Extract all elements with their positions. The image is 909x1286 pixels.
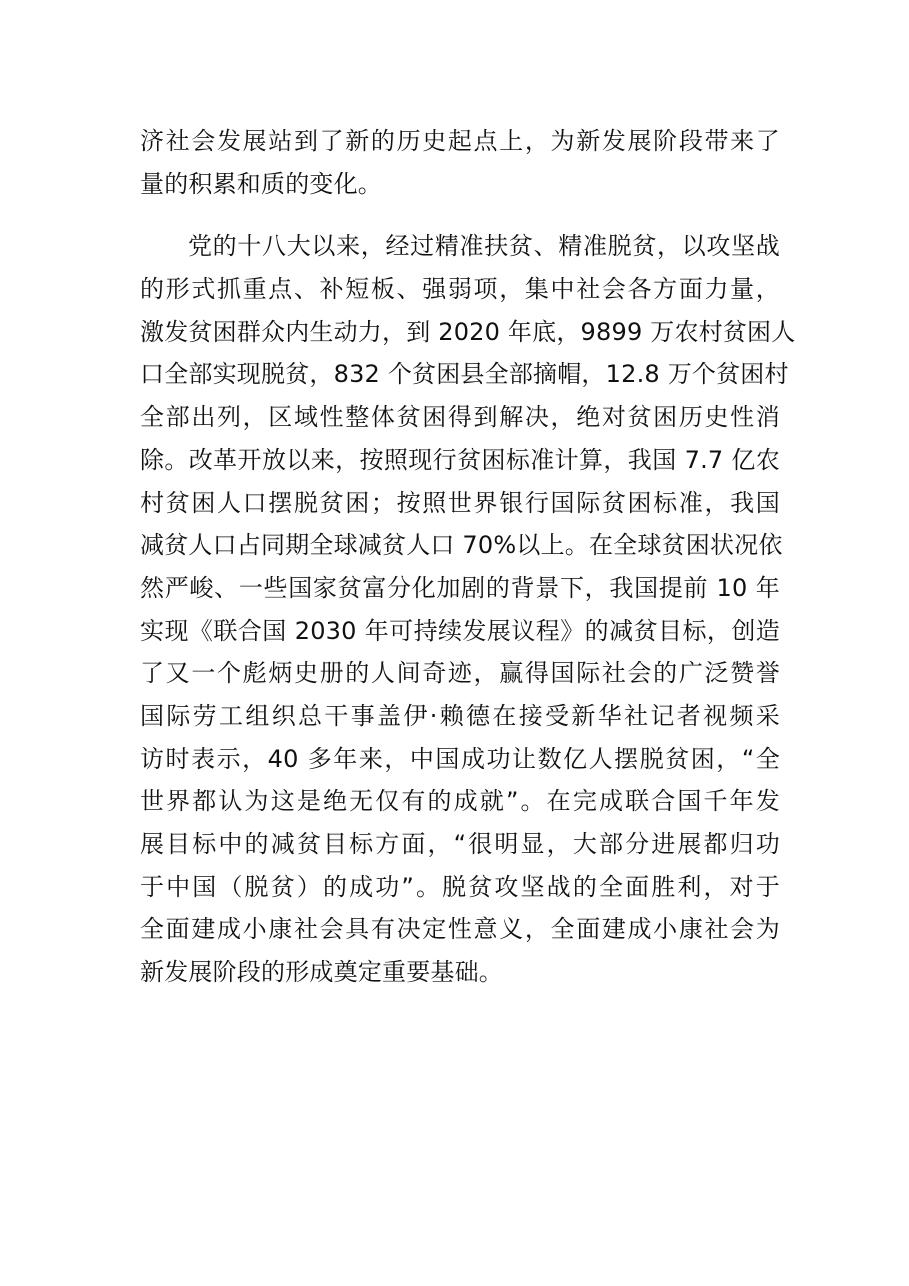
text-line: 的形式抓重点、补短板、强弱项，集中社会各方面力量， [140,275,780,304]
text-line: 村贫困人口摆脱贫困；按照世界银行国际贫困标准，我国 [140,488,780,517]
text-line: 新发展阶段的形成奠定重要基础。 [140,958,503,987]
text-line: 全面建成小康社会具有决定性意义，全面建成小康社会为 [140,915,780,944]
text-line: 访时表示，40 多年来，中国成功让数亿人摆脱贫困，“全 [140,744,780,773]
text-line: 展目标中的减贫目标方面，“很明显，大部分进展都归功 [140,830,780,858]
text-line: 减贫人口占同期全球减贫人口 70%以上。在全球贫困状况依 [140,531,783,560]
text-line: 党的十八大以来，经过精准扶贫、精准脱贫，以攻坚战 [188,232,780,261]
text-line: 实现《联合国 2030 年可持续发展议程》的减贫目标，创造 [140,616,780,645]
text-line: 了又一个彪炳史册的人间奇迹，赢得国际社会的广泛赞誉 [140,659,780,688]
paragraph-2 [140,225,796,993]
text-line: 口全部实现脱贫，832 个贫困县全部摘帽，12.8 万个贫困村 [140,360,789,389]
paragraph-1 [140,120,780,205]
text-line: 世界都认为这是绝无仅有的成就”。在完成联合国千年发 [140,787,780,816]
text-line: 全部出列，区域性整体贫困得到解决，绝对贫困历史性消 [140,403,780,432]
text-line: 然严峻、一些国家贫富分化加剧的背景下，我国提前 10 年 [140,573,780,602]
text-line: 于中国（脱贫）的成功”。脱贫攻坚战的全面胜利，对于 [140,872,780,901]
paragraph-spacer [140,205,780,225]
document-body [140,120,796,994]
text-line: 济社会发展站到了新的历史起点上，为新发展阶段带来了 [140,127,780,155]
text-line: 量的积累和质的变化。 [140,169,382,198]
text-line: 除。改革开放以来，按照现行贫困标准计算，我国 7.7 亿农 [140,445,780,474]
text-line: 国际劳工组织总干事盖伊·赖德在接受新华社记者视频采 [140,701,780,730]
text-line: 激发贫困群众内生动力，到 2020 年底，9899 万农村贫困人 [140,317,796,346]
